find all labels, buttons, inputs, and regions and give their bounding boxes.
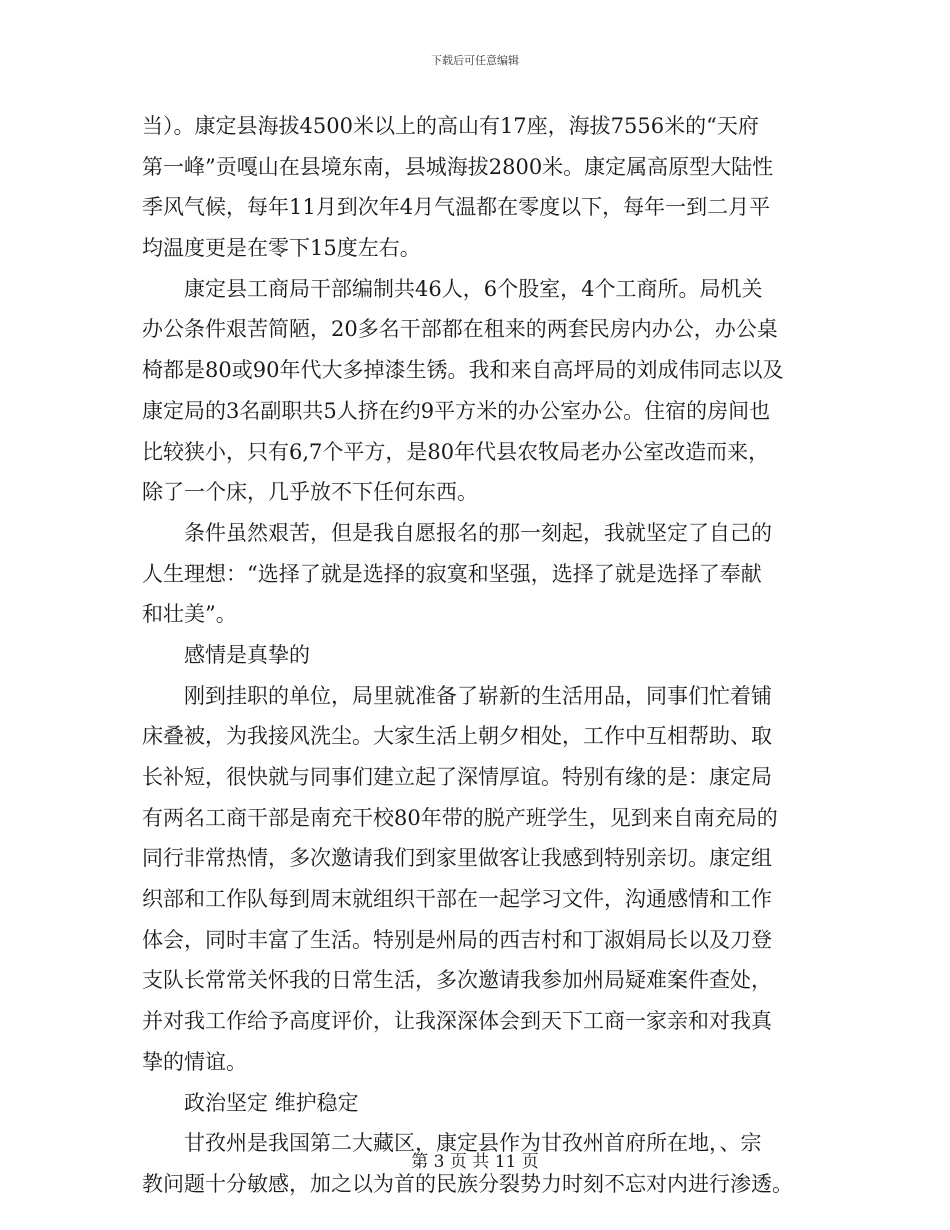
text-line: 当）。康定县海拔4500米以上的高山有17座，海拔7556米的“天府 [142,114,759,138]
text-line: 床叠被，为我接风洗尘。大家生活上朝夕相处，工作中互相帮助、取 [142,724,772,749]
text-line: 比较狭小，只有6,7个平方，是80年代县农牧局老办公室改造而来， [142,439,770,464]
text-line: 条件虽然艰苦，但是我自愿报名的那一刻起，我就坚定了自己的 [142,520,772,545]
text-line: 办公条件艰苦简陋，20多名干部都在租来的两套民房内办公，办公桌 [142,317,778,342]
text-line: 康定局的3名副职共5人挤在约9平方米的办公室办公。住宿的房间也 [142,398,771,423]
document-body [142,106,810,1205]
text-line: 教问题十分敏感，加之以为首的民族分裂势力时刻不忘对内进行渗透。 [142,1171,793,1196]
text-line: 第一峰”贡嘎山在县境东南，县城海拔2800米。康定属高原型大陆性 [142,154,774,179]
text-line: 除了一个床，几乎放不下任何东西。 [142,480,478,505]
section-heading: 政治坚定 维护稳定 [142,1090,359,1115]
text-line: 长补短，很快就与同事们建立起了深情厚谊。特别有缘的是：康定局 [142,765,772,789]
text-line: 并对我工作给予高度评价，让我深深体会到天下工商一家亲和对我真 [142,1009,772,1034]
text-line: 有两名工商干部是南充干校80年带的脱产班学生，见到来自南充局的 [142,805,778,830]
text-line: 均温度更是在零下15度左右。 [142,236,421,261]
text-line: 刚到挂职的单位，局里就准备了崭新的生活用品，同事们忙着铺 [142,683,772,708]
text-line: 人生理想：“选择了就是选择的寂寞和坚强，选择了就是选择了奉献 [142,561,762,586]
text-line: 支队长常常关怀我的日常生活，多次邀请我参加州局疑难案件查处， [142,968,772,993]
text-line: 季风气候，每年11月到次年4月气温都在零度以下，每年一到二月平 [142,195,771,220]
page-number-footer: 第 3 页 共 11 页 [411,1152,539,1172]
text-line: 体会，同时丰富了生活。特别是州局的西吉村和丁淑娟局长以及刀登 [142,927,772,952]
text-line: 康定县工商局干部编制共46人，6个股室，4个工商所。局机关 [142,276,763,301]
section-heading: 感情是真挚的 [142,642,310,667]
page-header: 下载后可任意编辑 [431,54,519,67]
text-line: 同行非常热情，多次邀请我们到家里做客让我感到特别亲切。康定组 [142,846,772,871]
text-line: 挚的情谊。 [142,1049,247,1074]
text-line: 椅都是80或90年代大多掉漆生锈。我和来自高坪局的刘成伟同志以及 [142,358,784,383]
text-line: 织部和工作队每到周末就组织干部在一起学习文件，沟通感情和工作 [142,887,772,912]
text-line: 和壮美”。 [142,602,237,627]
text-line: 甘孜州是我国第二大藏区，康定县作为甘孜州首府所在地，、宗 [142,1131,762,1156]
